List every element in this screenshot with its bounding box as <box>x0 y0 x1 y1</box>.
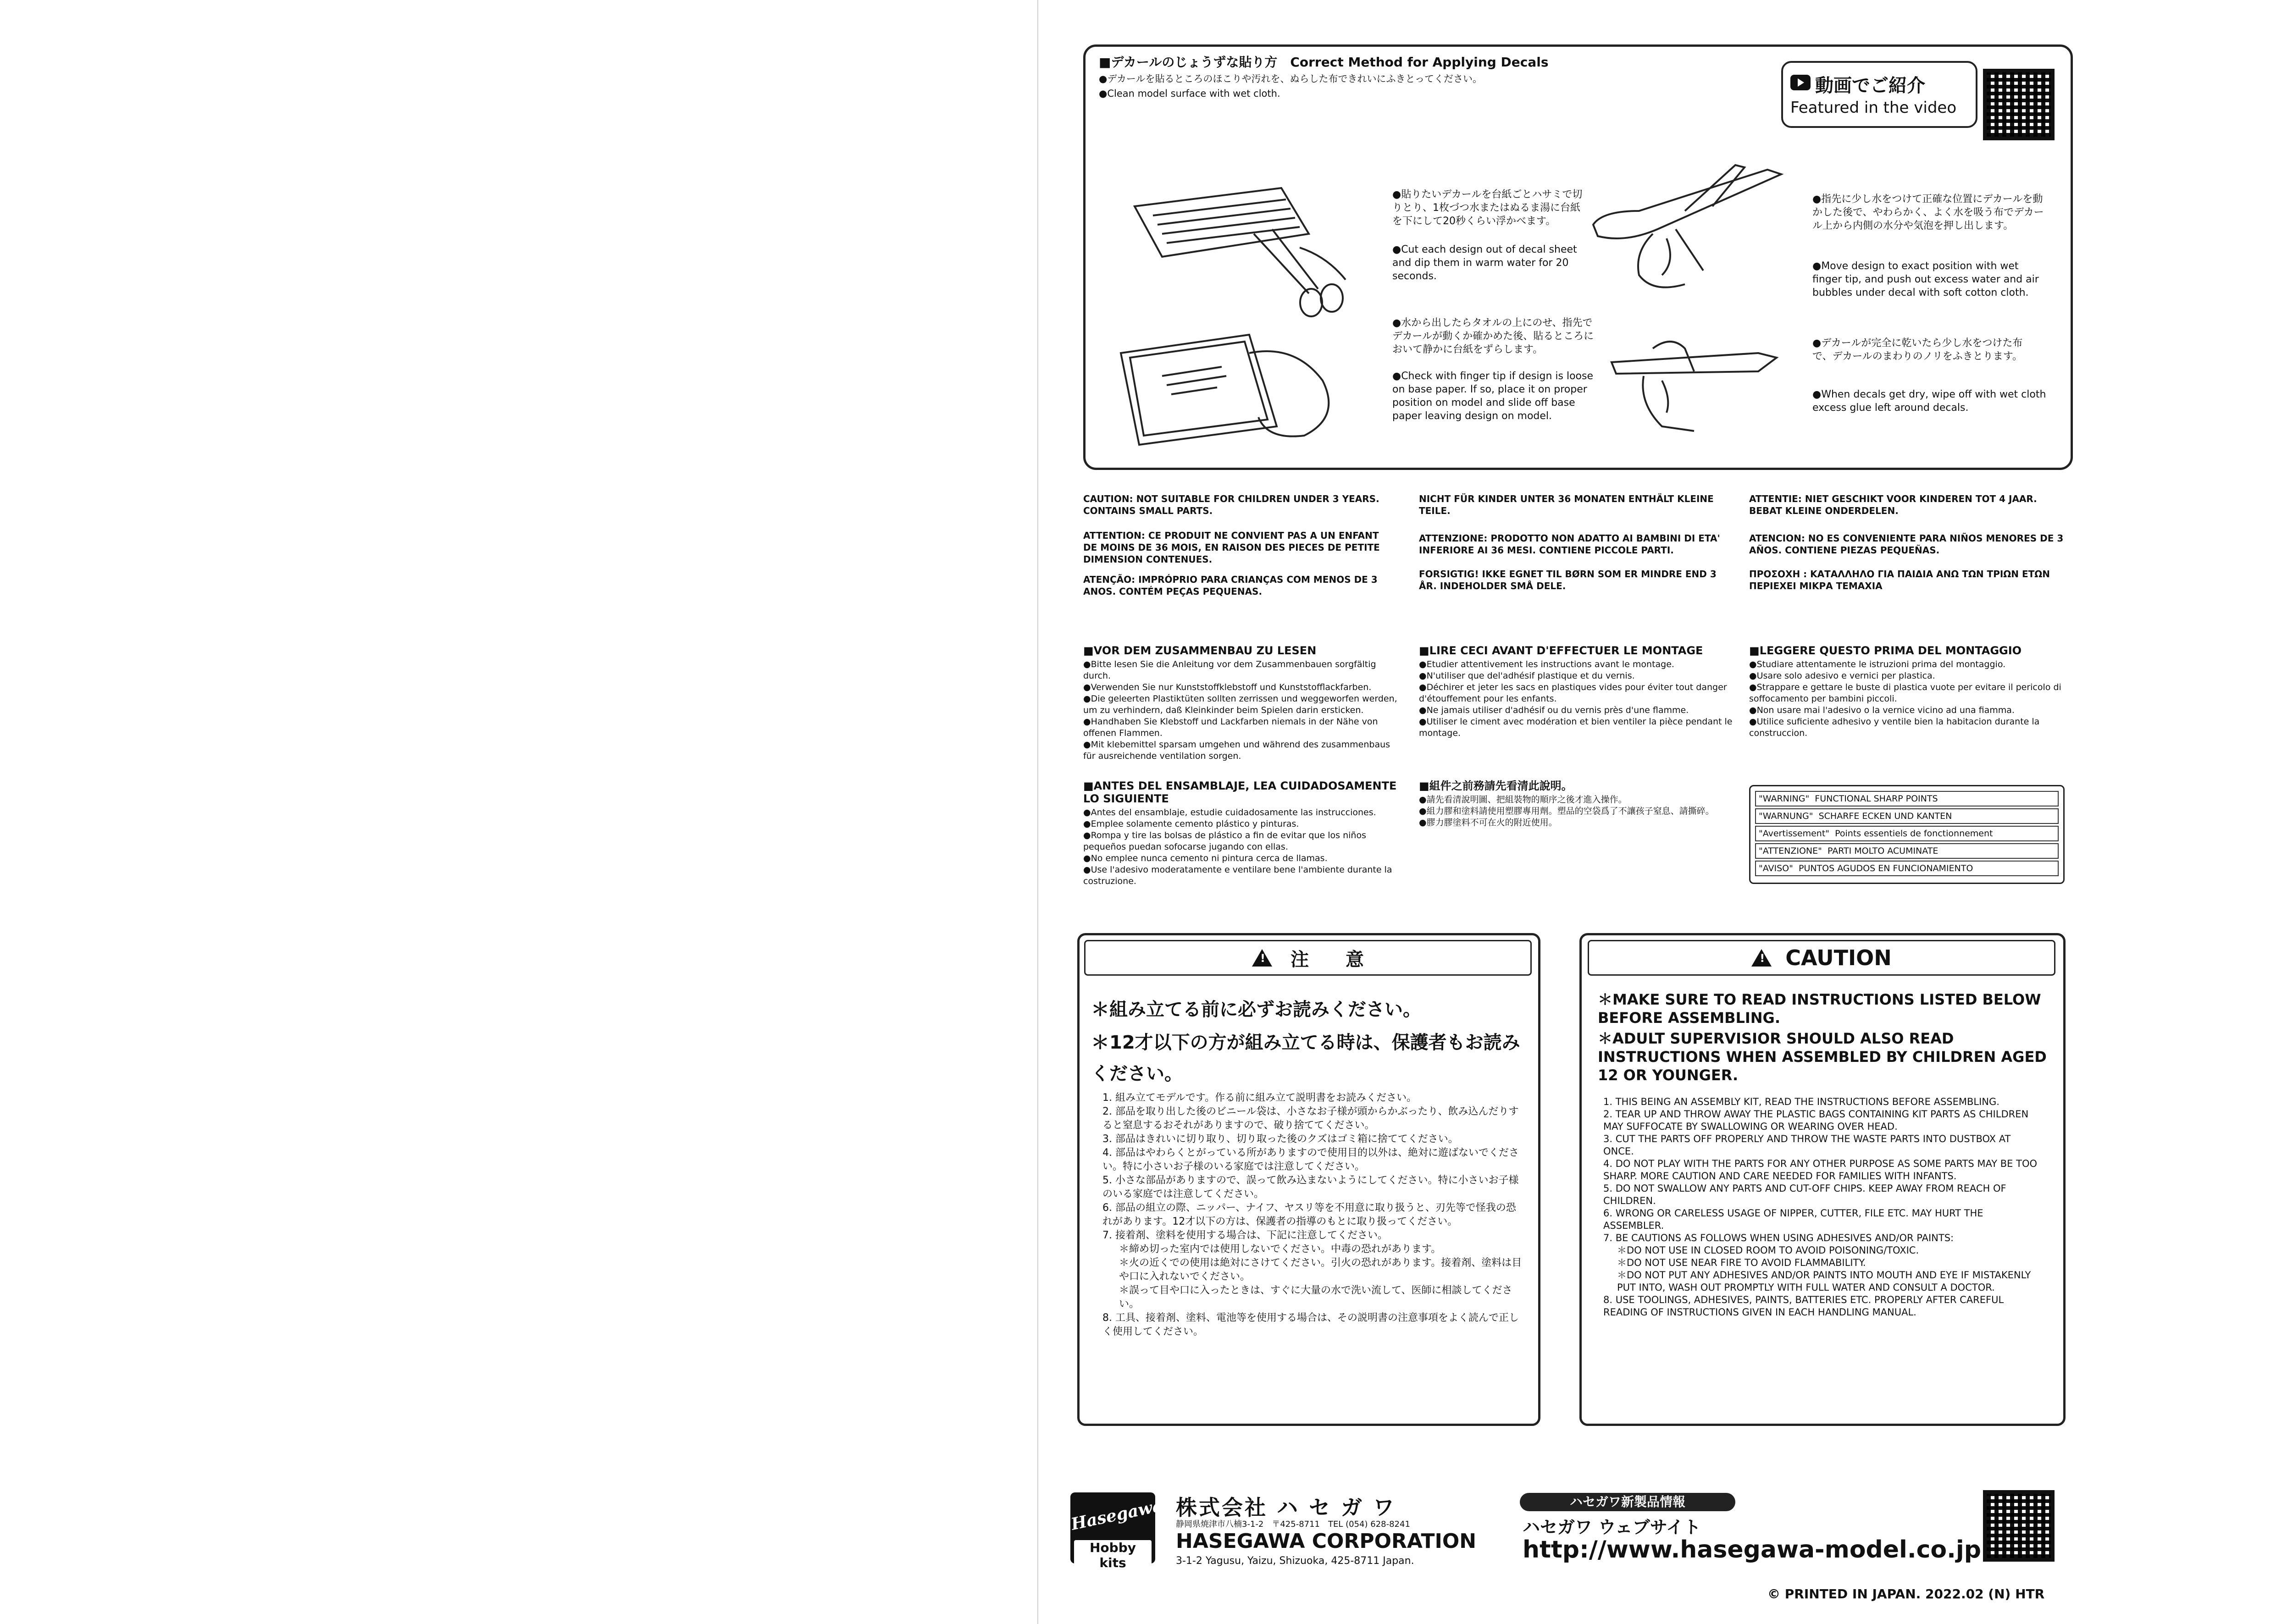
decal-step2-jp: ●水から出したらタオルの上にのせ、指先でデカールが動くか確かめた後、貼るところにおいて静かに台紙をずらします。 <box>1392 317 1594 355</box>
section-item: ●Antes del ensamblaje, estudie cuidadosamente las instrucciones. <box>1083 807 1376 818</box>
warning-text: NICHT FÜR KINDER UNTER 36 MONATEN ENTHÄLT KLEINE TEILE. <box>1419 493 1714 516</box>
section-item: ●N'utiliser que del'adhésif plastique et du vernis. <box>1419 671 1635 681</box>
scissors-illustration <box>1116 179 1373 321</box>
decal-step4-en: ●When decals get dry, wipe off with wet cloth excess glue left around decals. <box>1812 389 2046 414</box>
sharp-row: "ATTENZIONE" PARTI MOLTO ACUMINATE <box>1755 843 2059 859</box>
hasegawa-logo <box>1069 1492 1165 1570</box>
section-item: ●Use l'adesivo moderatamente e ventilare bene l'ambiente durante la costruzione. <box>1083 865 1392 886</box>
sharp-row: "AVISO" PUNTOS AGUDOS EN FUNCIONAMIENTO <box>1755 861 2059 876</box>
video-label-jp: 動画でご紹介 <box>1815 75 1925 96</box>
warning-text: ATTENTION: CE PRODUIT NE CONVIENT PAS A UN ENFANT DE MOINS DE 36 MOIS, EN RAISON DES PIECES DE PETITE DIMENSION CONTENUES. <box>1083 530 1380 565</box>
video-qr-code[interactable] <box>1983 69 2055 140</box>
section-item: ●Mit klebemittel sparsam umgehen und während des zusammenbaus für ausreichende ventilation sorgen. <box>1083 740 1390 761</box>
caution-item: 5. 小さな部品がありますので、誤って飲み込まないようにしてください。特に小さいお子様のいる家庭では注意してください。 <box>1102 1175 1519 1200</box>
caution-item: 6. WRONG OR CARELESS USAGE OF NIPPER, CUTTER, FILE ETC. MAY HURT THE ASSEMBLER. <box>1603 1208 1983 1231</box>
sharp-row: "WARNUNG" SCHARFE ECKEN UND KANTEN <box>1755 808 2059 824</box>
section-item: ●Studiare attentamente le istruzioni prima del montaggio. <box>1749 659 2006 669</box>
section-chinese <box>1419 779 1731 829</box>
section-item: ●Usare solo adesivo e vernici per plastica. <box>1749 671 1935 681</box>
section-item: ●Etudier attentivement les instructions avant le montage. <box>1419 659 1674 669</box>
section-item: ●Rompa y tire las bolsas de plástico a fin de evitar que los niños pequeños puedan sofocarse jugando con ellas. <box>1083 830 1366 852</box>
caution-subitem: ＊誤って目や口に入ったときは、すぐに大量の水で洗い流して、医師に相談してください。 <box>1119 1285 1512 1310</box>
address-en: 3-1-2 Yagusu, Yaizu, Shizuoka, 425-8711 Japan. <box>1176 1555 1414 1567</box>
section-item: ●Non usare mai l'adesivo o la vernice vicino ad una fiamma. <box>1749 705 2015 715</box>
section-spanish <box>1083 779 1400 887</box>
en-caution-header <box>1588 940 2055 976</box>
sharp-points-box <box>1749 785 2065 884</box>
caution-item: 3. CUT THE PARTS OFF PROPERLY AND THROW THE WASTE PARTS INTO DUSTBOX AT ONCE. <box>1603 1133 2011 1157</box>
caution-subitem: ＊DO NOT PUT ANY ADHESIVES AND/OR PAINTS INTO MOUTH AND EYE IF MISTAKENLY PUT INTO, WASH OUT PROMPTLY WITH FULL WATER AND CONSULT A DOCTOR. <box>1617 1270 2031 1293</box>
company-jp: 株式会社 ハ セ ガ ワ <box>1176 1495 1396 1520</box>
section-italian <box>1749 644 2066 739</box>
warning-text: ATTENTIE: NIET GESCHIKT VOOR KINDEREN TOT 4 JAAR. BEBAT KLEINE ONDERDELEN. <box>1749 493 2037 516</box>
en-caution-head2: ＊ADULT SUPERVISIOR SHOULD ALSO READ INSTRUCTIONS WHEN ASSEMBLED BY CHILDREN AGED 12 OR YOUNGER. <box>1598 1030 2047 1084</box>
towel-illustration <box>1112 326 1368 454</box>
printed-info: © PRINTED IN JAPAN. 2022.02 (N) HTR <box>1767 1586 2045 1602</box>
warnings-col3 <box>1749 493 2066 592</box>
website-url[interactable]: http://www.hasegawa-model.co.jp <box>1523 1536 1981 1563</box>
caution-item: 6. 部品の組立の際、ニッパー、ナイフ、ヤスリ等を不用意に取り扱うと、刃先等で怪我の恐れがあります。12才以下の方は、保護者の指導のもとに取り扱ってください。 <box>1102 1202 1516 1227</box>
section-item: ●組力膠和塗料請使用塑膠專用劑。塑品的空袋爲了不讓孩子窒息、請撕碎。 <box>1419 806 1714 816</box>
warning-text: ATENÇÃO: IMPRÓPRIO PARA CRIANÇAS COM MENOS DE 3 ANOS. CONTÉM PEÇAS PEQUENAS. <box>1083 574 1378 597</box>
section-item: ●Utiliser le ciment avec modération et bien ventiler la pièce pendant le montage. <box>1419 717 1733 738</box>
website-qr-code[interactable] <box>1983 1490 2055 1562</box>
caution-item: 4. DO NOT PLAY WITH THE PARTS FOR ANY OTHER PURPOSE AS SOME PARTS MAY BE TOO SHARP. MORE CAUTION AND CARE NEEDED FOR FAMILIES WITH INFANTS. <box>1603 1158 2038 1182</box>
caution-item: 5. DO NOT SWALLOW ANY PARTS AND CUT-OFF CHIPS. KEEP AWAY FROM REACH OF CHILDREN. <box>1603 1183 2006 1206</box>
caution-subitem: ＊火の近くでの使用は絶対にさけてください。引火の恐れがあります。接着剤、塗料は目や口に入れないでください。 <box>1119 1257 1522 1282</box>
caution-item: 3. 部品はきれいに切り取り、切り取った後のクズはゴミ箱に捨ててください。 <box>1102 1133 1458 1145</box>
en-caution-title: CAUTION <box>1785 945 1892 970</box>
section-title: ■ANTES DEL ENSAMBLAJE, LEA CUIDADOSAMENTE LO SIGUIENTE <box>1083 779 1397 805</box>
caution-item: 2. TEAR UP AND THROW AWAY THE PLASTIC BAGS CONTAINING KIT PARTS AS CHILDREN MAY SUFFOCATE BY SWALLOWING OR WEARING OVER HEAD. <box>1603 1109 2029 1132</box>
section-title: ■LIRE CECI AVANT D'EFFECTUER LE MONTAGE <box>1419 644 1703 657</box>
logo-text: Hasegawa <box>1069 1496 1165 1534</box>
company-en: HASEGAWA CORPORATION <box>1176 1530 1477 1553</box>
section-item: ●Die geleerten Plastiktüten sollten zerrissen und weggeworfen werden, um zu verhindern, daß Kleinkinder beim Spielen darin ersticken. <box>1083 694 1397 715</box>
jp-caution-list <box>1102 1091 1524 1339</box>
section-item: ●膠力膠塗料不可在火的附近使用。 <box>1419 818 1557 828</box>
play-icon <box>1790 75 1811 90</box>
logo-sub: Hobby kits <box>1074 1540 1152 1570</box>
decal-intro-en: ●Clean model surface with wet cloth. <box>1099 88 1280 99</box>
section-item: ●請先看清說明圖、把組裝物的順序之後才進入操作。 <box>1419 795 1627 805</box>
instruction-sheet <box>1037 0 2119 1624</box>
section-french <box>1419 644 1735 739</box>
section-item: ●Bitte lesen Sie die Anleitung vor dem Zusammenbauen sorgfältig durch. <box>1083 659 1376 681</box>
en-caution-head1: ＊MAKE SURE TO READ INSTRUCTIONS LISTED BELOW BEFORE ASSEMBLING. <box>1598 991 2041 1027</box>
decal-step1-jp: ●貼りたいデカールを台紙ごとハサミで切りとり、1枚づつ水またはぬるま湯に台紙を下にして20秒くらい浮かべます。 <box>1392 189 1583 227</box>
section-item: ●Emplee solamente cemento plástico y pinturas. <box>1083 819 1299 829</box>
warning-text: CAUTION: NOT SUITABLE FOR CHILDREN UNDER 3 YEARS. CONTAINS SMALL PARTS. <box>1083 493 1379 516</box>
warning-triangle-icon <box>1751 949 1772 967</box>
section-item: ●Verwenden Sie nur Kunststoffklebstoff und Kunststofflackfarben. <box>1083 682 1372 692</box>
caution-subitem: ＊締め切った室内では使用しないでください。中毒の恐れがあります。 <box>1119 1243 1441 1255</box>
caution-item: 1. THIS BEING AN ASSEMBLY KIT, READ THE INSTRUCTIONS BEFORE ASSEMBLING. <box>1603 1096 1999 1107</box>
decal-title: ■デカールのじょうずな貼り方 Correct Method for Applying Decals <box>1099 55 1549 70</box>
jp-caution-header <box>1084 940 1532 976</box>
warning-triangle-icon <box>1252 949 1272 967</box>
decal-step1-en: ●Cut each design out of decal sheet and dip them in warm water for 20 seconds. <box>1392 244 1577 282</box>
warning-text: FORSIGTIG! IKKE EGNET TIL BØRN SOM ER MINDRE END 3 ÅR. INDEHOLDER SMÅ DELE. <box>1419 569 1717 591</box>
finger-decal-illustration <box>1602 321 1786 440</box>
section-item: ●Utilice suficiente adhesivo y ventile bien la habitacion durante la construccion. <box>1749 717 2040 738</box>
decal-step4-jp: ●デカールが完全に乾いたら少し水をつけた布で、デカールのまわりのノリをふきとります。 <box>1812 337 2023 362</box>
section-item: ●Ne jamais utiliser d'adhésif ou du vernis près d'une flamme. <box>1419 705 1689 715</box>
caution-item: 8. USE TOOLINGS, ADHESIVES, PAINTS, BATTERIES ETC. PROPERLY AFTER CAREFUL READING OF INSTRUCTIONS GIVEN IN EACH HANDLING MANUAL. <box>1603 1294 2004 1318</box>
section-title: ■組件之前務請先看清此說明。 <box>1419 779 1573 792</box>
warning-text: ATENCION: NO ES CONVENIENTE PARA NIÑOS MENORES DE 3 AÑOS. CONTIENE PIEZAS PEQUEÑAS. <box>1749 533 2064 556</box>
section-item: ●No emplee nunca cemento ni pintura cerca de llamas. <box>1083 853 1328 863</box>
decal-intro-jp: ●デカールを貼るところのほこりや汚れを、ぬらした布できれいにふきとってください。 <box>1099 73 1483 84</box>
warnings-col2 <box>1419 493 1731 592</box>
section-title: ■VOR DEM ZUSAMMENBAU ZU LESEN <box>1083 644 1317 657</box>
caution-item: 7. 接着剤、塗料を使用する場合は、下記に注意してください。 <box>1102 1230 1388 1241</box>
jp-caution-head2: ＊12才以下の方が組み立てる時は、保護者もお読みください。 <box>1091 1032 1520 1084</box>
warnings-col1 <box>1083 493 1395 597</box>
caution-item: 1. 組み立てモデルです。作る前に組み立て説明書をお読みください。 <box>1102 1092 1417 1104</box>
decal-step2-en: ●Check with finger tip if design is loose on base paper. If so, place it on proper position on model and slide off base paper leaving design on model. <box>1392 370 1593 422</box>
decal-step3-jp: ●指先に少し水をつけて正確な位置にデカールを動かした後で、やわらかく、よく水を吸う布でデカール上から内側の水分や気泡を押し出します。 <box>1812 193 2044 232</box>
warning-text: ΠΡΟΣΟΧΗ : ΚΑΤΑΛΛΗΛΟ ΓΙΑ ΠΑΙΔΙΑ ΑΝΩ ΤΩΝ ΤΡΙΩΝ ΕΤΩΝ ΠΕΡΙΕΧΕΙ ΜΙΚΡΑ ΤΕΜΑΧΙΑ <box>1749 569 2050 591</box>
video-label-en: Featured in the video <box>1790 99 1957 117</box>
section-item: ●Strappare e gettare le buste di plastica vuote per evitare il pericolo di soffocamento per bambini piccoli. <box>1749 682 2061 704</box>
caution-item: 7. BE CAUTIONS AS FOLLOWS WHEN USING ADHESIVES AND/OR PAINTS: <box>1603 1232 1954 1243</box>
airplane-decal-illustration <box>1584 156 1795 307</box>
sharp-row: "Avertissement" Points essentiels de fonctionnement <box>1755 826 2059 841</box>
caution-item: 8. 工具、接着剤、塗料、電池等を使用する場合は、その説明書の注意事項をよく読んで正しく使用してください。 <box>1102 1312 1519 1337</box>
caution-subitem: ＊DO NOT USE NEAR FIRE TO AVOID FLAMMABILITY. <box>1617 1257 1866 1268</box>
jp-caution-title: 注 意 <box>1291 949 1364 970</box>
caution-item: 4. 部品はやわらくとがっている所がありますので使用目的以外は、絶対に遊ばないでください。特に小さいお子様のいる家庭では注意してください。 <box>1102 1147 1519 1172</box>
caution-item: 2. 部品を取り出した後のビニール袋は、小さなお子様が頭からかぶったり、飲み込んだりすると窒息するおそれがありますので、破り捨ててください。 <box>1102 1106 1519 1131</box>
address-jp: 静岡県焼津市八楠3-1-2 〒425-8711 TEL (054) 628-8241 <box>1176 1519 1410 1529</box>
section-german <box>1083 644 1400 762</box>
section-item: ●Déchirer et jeter les sacs en plastiques vides pour éviter tout danger d'étouffement pour les enfants. <box>1419 682 1727 704</box>
website-jp: ハセガワ ウェブサイト <box>1523 1517 1701 1537</box>
sharp-row: "WARNING" FUNCTIONAL SHARP POINTS <box>1755 791 2059 806</box>
warning-text: ATTENZIONE: PRODOTTO NON ADATTO AI BAMBINI DI ETA' INFERIORE AI 36 MESI. CONTIENE PICCOLE PARTI. <box>1419 533 1720 556</box>
decal-step3-en: ●Move design to exact position with wet finger tip, and push out excess water and air bubbles under decal with soft cotton cloth. <box>1812 260 2039 298</box>
caution-subitem: ＊DO NOT USE IN CLOSED ROOM TO AVOID POISONING/TOXIC. <box>1617 1245 1919 1256</box>
new-products-badge: ハセガワ新製品情報 <box>1520 1493 1735 1511</box>
section-title: ■LEGGERE QUESTO PRIMA DEL MONTAGGIO <box>1749 644 2022 657</box>
video-badge[interactable] <box>1781 61 1977 128</box>
en-caution-list <box>1603 1096 2044 1319</box>
jp-caution-head1: ＊組み立てる前に必ずお読みください。 <box>1091 999 1421 1020</box>
section-item: ●Handhaben Sie Klebstoff und Lackfarben niemals in der Nähe von offenen Flammen. <box>1083 717 1378 738</box>
